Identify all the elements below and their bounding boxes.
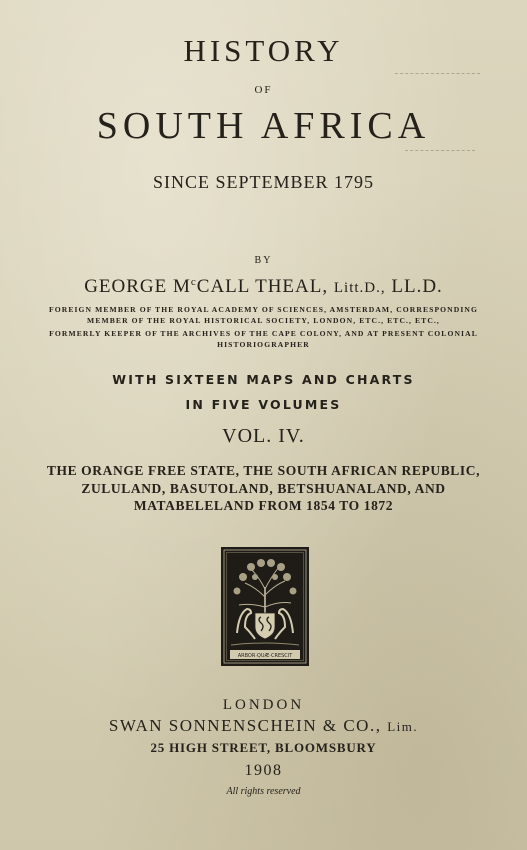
edition-maps: WITH SIXTEEN MAPS AND CHARTS (112, 372, 415, 387)
author-credentials-line: HISTORIOGRAPHER (217, 340, 310, 349)
title-of: OF (254, 84, 273, 96)
rights-notice: All rights reserved (226, 786, 301, 797)
author-name-prefix: GEORGE M (84, 276, 191, 297)
title-line-history: HISTORY (183, 33, 344, 68)
byline-by: BY (254, 255, 273, 266)
author-credentials-line: MEMBER OF THE ROYAL HISTORICAL SOCIETY, LONDON, ETC., ETC., ETC., (87, 316, 440, 325)
author-credentials-line: FORMERLY KEEPER OF THE ARCHIVES OF THE CAPE COLONY, AND AT PRESENT COLONIAL (49, 329, 478, 338)
faint-rule (405, 150, 475, 151)
faint-rule (395, 73, 480, 74)
volume-number: VOL. IV. (222, 425, 305, 447)
subject-line: THE ORANGE FREE STATE, THE SOUTH AFRICAN REPUBLIC, (46, 463, 481, 478)
publisher-suffix: Lim. (387, 719, 419, 734)
author-degree-littd: Litt.D., (333, 280, 386, 296)
subject-line: ZULULAND, BASUTOLAND, BETSHUANALAND, AND (81, 481, 446, 496)
publisher-device-emblem (221, 547, 309, 666)
imprint-city: LONDON (222, 697, 305, 713)
author-name-rest: CALL THEAL, (196, 276, 329, 297)
imprint-publisher (0, 716, 527, 736)
author-name-sup: c (190, 276, 197, 288)
author-name (0, 276, 527, 298)
subject-line: MATABELELAND FROM 1854 TO 1872 (133, 498, 394, 513)
imprint-address: 25 HIGH STREET, BLOOMSBURY (150, 740, 377, 755)
edition-volumes: IN FIVE VOLUMES (185, 397, 342, 412)
subtitle-since: SINCE SEPTEMBER 1795 (152, 172, 375, 192)
title-line-south-africa: SOUTH AFRICA (96, 105, 431, 147)
imprint-year: 1908 (244, 762, 283, 779)
author-degree-lld: LL.D. (391, 276, 443, 297)
author-credentials-line: FOREIGN MEMBER OF THE ROYAL ACADEMY OF SCIENCES, AMSTERDAM, CORRESPONDING (48, 305, 478, 314)
device-motto: ARBOR·QUÆ·CRESCIT (237, 653, 293, 659)
publisher-name: SWAN SONNENSCHEIN & CO., (108, 716, 382, 735)
